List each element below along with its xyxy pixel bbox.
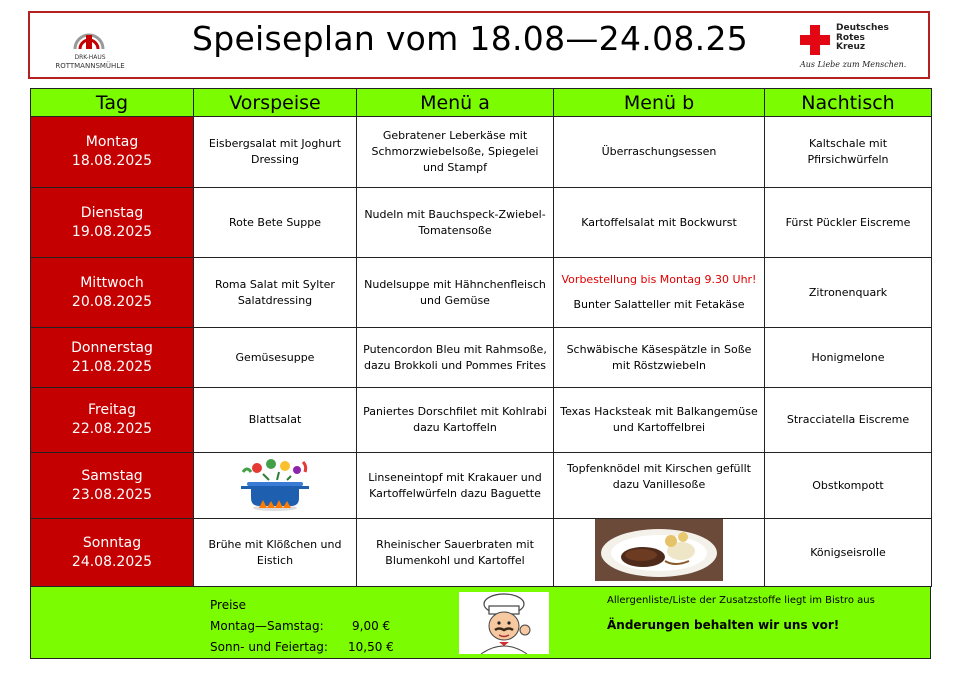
table-row bbox=[31, 453, 932, 519]
vegetable-pot-icon bbox=[229, 454, 321, 512]
table-row bbox=[31, 519, 932, 587]
page-title: Speiseplan vom 18.08—24.08.25 bbox=[191, 19, 749, 58]
vorspeise-cell: Blattsalat bbox=[194, 388, 357, 453]
chef-icon bbox=[459, 592, 549, 654]
menu-b-cell: Überraschungsessen bbox=[554, 117, 765, 188]
prices-title: Preise bbox=[210, 598, 247, 612]
col-header-vorspeise: Vorspeise bbox=[194, 89, 357, 117]
table-row bbox=[31, 117, 932, 188]
day-cell bbox=[31, 258, 194, 328]
chef-image bbox=[459, 592, 549, 654]
prices-block bbox=[210, 595, 394, 658]
price1-label: Montag—Samstag: bbox=[210, 619, 324, 633]
day-cell bbox=[31, 388, 194, 453]
day-date: 21.08.2025 bbox=[71, 358, 153, 375]
menu-a-cell: Nudelsuppe mit Hähnchenfleisch und Gemüse bbox=[357, 258, 554, 328]
menu-a-cell: Linseneintopf mit Krakauer und Kartoffelwürfeln dazu Baguette bbox=[357, 453, 554, 519]
menu-b-text: Bunter Salatteller mit Fetakäse bbox=[573, 298, 745, 311]
menu-b-cell bbox=[554, 258, 765, 328]
col-header-menu-b: Menü b bbox=[554, 89, 765, 117]
menu-b-cell: Texas Hacksteak mit Balkangemüse und Kartoffelbrei bbox=[554, 388, 765, 453]
menu-a-cell: Rheinischer Sauerbraten mit Blumenkohl und Kartoffel bbox=[357, 519, 554, 587]
change-note: Änderungen behalten wir uns vor! bbox=[607, 618, 840, 632]
nachtisch-cell: Kaltschale mit Pfirsichwürfeln bbox=[765, 117, 932, 188]
day-name: Freitag bbox=[88, 402, 136, 418]
menu-b-text: Topfenknödel mit Kirschen gefüllt dazu Vanillesoße bbox=[567, 461, 751, 491]
price-row-weekday bbox=[210, 616, 394, 637]
notes-block bbox=[607, 595, 875, 632]
day-name: Montag bbox=[85, 134, 139, 150]
table-row bbox=[31, 188, 932, 258]
day-cell bbox=[31, 453, 194, 519]
header-box bbox=[28, 11, 930, 79]
price2-label: Sonn- und Feiertag: bbox=[210, 640, 328, 654]
menu-b-cell: Kartoffelsalat mit Bockwurst bbox=[554, 188, 765, 258]
price1-value: 9,00 € bbox=[352, 619, 391, 633]
day-date: 18.08.2025 bbox=[71, 153, 153, 169]
menu-a-cell: Nudeln mit Bauchspeck-Zwiebel-Tomatensoße bbox=[357, 188, 554, 258]
day-date: 20.08.2025 bbox=[71, 293, 153, 310]
drk-arc-logo-icon bbox=[71, 21, 107, 53]
red-cross-logo bbox=[798, 21, 926, 75]
menu-a-cell: Gebratener Leberkäse mit Schmorzwiebelsoße, Spiegelei und Stampf bbox=[357, 117, 554, 188]
day-name: Samstag bbox=[81, 467, 143, 484]
vorspeise-cell bbox=[194, 453, 357, 519]
table-row bbox=[31, 388, 932, 453]
nachtisch-cell: Königseisrolle bbox=[765, 519, 932, 587]
vorspeise-cell: Gemüsesuppe bbox=[194, 328, 357, 388]
org-name-line3: Kreuz bbox=[836, 42, 866, 52]
nachtisch-cell: Fürst Pückler Eiscreme bbox=[765, 188, 932, 258]
day-cell bbox=[31, 519, 194, 587]
day-name: Donnerstag bbox=[71, 339, 153, 356]
org-name-line1: Deutsches bbox=[836, 23, 889, 33]
table-row bbox=[31, 328, 932, 388]
allergen-note: Allergenliste/Liste der Zusatzstoffe liegt im Bistro aus bbox=[607, 595, 875, 606]
vorspeise-cell: Eisbergsalat mit Joghurt Dressing bbox=[194, 117, 357, 188]
footer-panel bbox=[30, 586, 931, 659]
day-name: Sonntag bbox=[82, 534, 142, 551]
day-name: Mittwoch bbox=[80, 274, 144, 291]
menu-b-cell bbox=[554, 519, 765, 587]
org-name-line2: Rotes bbox=[836, 32, 865, 43]
red-cross-icon bbox=[800, 25, 830, 55]
menu-a-cell: Putencordon Bleu mit Rahmsoße, dazu Brokkoli und Pommes Frites bbox=[357, 328, 554, 388]
nachtisch-cell: Obstkompott bbox=[765, 453, 932, 519]
col-header-menu-a: Menü a bbox=[357, 89, 554, 117]
menu-table bbox=[30, 88, 932, 587]
nachtisch-cell: Honigmelone bbox=[765, 328, 932, 388]
drk-haus-logo bbox=[44, 21, 134, 75]
table-header-row bbox=[31, 89, 932, 117]
day-cell bbox=[31, 117, 194, 188]
menu-b-cell bbox=[554, 453, 765, 519]
day-cell bbox=[31, 328, 194, 388]
day-cell bbox=[31, 188, 194, 258]
price2-value: 10,50 € bbox=[348, 640, 394, 654]
col-header-tag: Tag bbox=[31, 89, 194, 117]
col-header-nachtisch: Nachtisch bbox=[765, 89, 932, 117]
logo-left-line1: DRK-HAUS bbox=[74, 54, 106, 61]
org-slogan: Aus Liebe zum Menschen. bbox=[800, 60, 907, 69]
logo-left-line2: ROTTMANNSMÜHLE bbox=[55, 62, 125, 70]
nachtisch-cell: Stracciatella Eiscreme bbox=[765, 388, 932, 453]
vorspeise-cell: Roma Salat mit Sylter Salatdressing bbox=[194, 258, 357, 328]
org-name bbox=[836, 24, 889, 53]
price-row-sunday bbox=[210, 637, 394, 658]
table-row bbox=[31, 258, 932, 328]
vorspeise-cell: Rote Bete Suppe bbox=[194, 188, 357, 258]
vorspeise-cell: Brühe mit Klößchen und Eistich bbox=[194, 519, 357, 587]
day-date: 24.08.2025 bbox=[71, 553, 153, 570]
nachtisch-cell: Zitronenquark bbox=[765, 258, 932, 328]
sauerbraten-dish-icon bbox=[595, 519, 723, 581]
menu-b-cell: Schwäbische Käsespätzle in Soße mit Röstzwiebeln bbox=[554, 328, 765, 388]
day-date: 19.08.2025 bbox=[71, 223, 153, 240]
day-date: 22.08.2025 bbox=[71, 421, 153, 437]
menu-a-cell: Paniertes Dorschfilet mit Kohlrabi dazu Kartoffeln bbox=[357, 388, 554, 453]
day-name: Dienstag bbox=[80, 204, 144, 221]
day-date: 23.08.2025 bbox=[71, 486, 153, 503]
preorder-note: Vorbestellung bis Montag 9.30 Uhr! bbox=[561, 273, 757, 286]
